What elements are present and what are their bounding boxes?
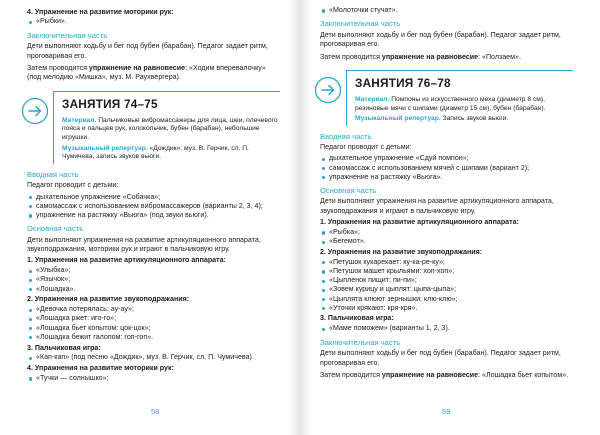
list-item: «Петушок кукарекает: ку-ка-ре-ку»;: [320, 258, 573, 267]
bullet-list: [320, 6, 573, 15]
arrow-right-icon: [314, 76, 342, 104]
list-item: «Кап-кап» (под песню «Дождик», муз. В. Герчик, сл. П. Чумичева).: [27, 353, 280, 362]
materials-label: Материал.: [62, 116, 97, 124]
section-heading: Заключительная часть: [27, 30, 108, 40]
paragraph: [27, 64, 280, 83]
paragraph-bold-term: упражнение на равновесие: [381, 370, 479, 379]
repertoire-label: Музыкальный репертуар.: [355, 115, 441, 123]
bullet-list: [27, 305, 280, 342]
lesson-materials: [355, 96, 573, 113]
paragraph-text: : «Ползаем».: [478, 52, 521, 61]
list-item: дыхательное упражнение «Сдуй помпон»;: [320, 154, 573, 163]
paragraph-text: Затем проводится: [27, 63, 89, 72]
list-item: «Лошадка».: [27, 285, 280, 294]
exercise-heading: 3. Пальчиковая игра:: [27, 343, 101, 352]
paragraph-text: : «Лошадка бьет копытом».: [478, 370, 569, 379]
paragraph: Дети выполняют ходьбу и бег под бубен (барабан). Педагог задает ритм, проговаривая его.: [320, 30, 561, 49]
paragraph-bold-term: упражнение на равновесие: [88, 63, 186, 72]
section-heading: Заключительная часть: [320, 337, 401, 347]
materials-text: Пальчиковые вибромассажеры для лица, шеи, плечевого пояса и пальцев рук, колокольчик, бубен (барабан), небольшие игрушки.: [62, 116, 278, 142]
list-item: «Маме поможем» (варианты 1, 2, 3).: [320, 324, 573, 333]
paragraph: [320, 371, 573, 380]
exercise-heading: 2. Упражнения на развитие звукоподражания:: [320, 247, 483, 256]
list-item: «Рыбка»;: [320, 228, 573, 237]
list-item: дыхательное упражнение «Собачка»;: [27, 193, 280, 202]
list-item: «Улыбка»;: [27, 266, 280, 275]
page-number: 59: [442, 407, 451, 416]
lesson-header: [27, 91, 280, 164]
repertoire-text: «Дождик», муз. В. Герчик, сл. П. Чумичева, запись звуков вьюги.: [62, 144, 249, 161]
list-item: «Тучки — солнышко»;: [27, 374, 280, 383]
section-heading: Вводная часть: [320, 131, 372, 141]
exercise-heading: 1. Упражнения на развитие артикуляционного аппарата:: [27, 256, 226, 265]
exercise-heading: 4. Упражнение на развитие моторики рук:: [27, 7, 174, 16]
exercise-heading: 2. Упражнения на развитие звукоподражания:: [27, 295, 190, 304]
list-item: самомассаж с использованием мячей с шипами (вариант 2);: [320, 164, 573, 173]
list-item: самомассаж с использованием вибромассажеров (варианты 2, 3, 4);: [27, 202, 280, 211]
paragraph: Дети выполняют ходьбу и бег под бубен (барабан). Педагог задает ритм, проговаривая его.: [27, 42, 268, 60]
section-heading: Основная часть: [320, 185, 377, 195]
paragraph: Дети выполняют ходьбу и бег под бубен (барабан). Педагог задает ритм, проговаривая его.: [320, 349, 561, 367]
paragraph-text: Затем проводится: [320, 370, 382, 379]
bullet-list: [320, 154, 573, 182]
bullet-list: [27, 374, 280, 383]
list-item: «Уточки крякают: кря-кря».: [320, 304, 573, 313]
paragraph: [320, 53, 573, 62]
list-item: «Цыплята клюют зернышки: клю-клю»;: [320, 295, 573, 304]
bullet-list: [320, 258, 573, 313]
paragraph: Педагог проводит с детьми:: [27, 181, 119, 190]
paragraph-text: : «Ходим вперевалочку» (под мелодию «Мишка», муз. М. Раухвергера).: [27, 63, 266, 82]
repertoire-label: Музыкальный репертуар.: [62, 144, 148, 152]
exercise-heading: 1. Упражнения на развитие артикуляционного аппарата:: [320, 218, 519, 227]
list-item: «Лошадка бежит галопом: гоп-гоп».: [27, 333, 280, 342]
list-item: «Девочка потерялась: ау-ау»;: [27, 305, 280, 314]
lesson-header: [320, 70, 573, 126]
bullet-list: [27, 193, 280, 221]
list-item: «Цыпленок пищит: пи-пи»;: [320, 276, 573, 285]
section-heading: Основная часть: [27, 224, 84, 234]
right-page: [300, 0, 600, 435]
arrow-right-icon: [21, 97, 49, 125]
paragraph-text: Затем проводится: [320, 52, 382, 61]
bullet-list: [27, 353, 280, 362]
list-item: «Бегемот».: [320, 237, 573, 246]
list-item: «Лошадка ржет: иго-го»;: [27, 314, 280, 323]
materials-label: Материал.: [355, 95, 390, 103]
arrow-right-icon: [314, 76, 342, 104]
paragraph: Педагог проводит с детьми:: [320, 143, 412, 152]
exercise-heading: 3. Пальчиковая игра:: [320, 314, 394, 323]
bullet-list: [27, 266, 280, 294]
list-item: упражнение на растяжку «Вьюга» (под звуки вьюги).: [27, 211, 280, 220]
materials-text: Помпоны из искусственного меха (диаметр 8 см), резиновые мячи с шипами (диаметр 15 см), бубен (барабан).: [355, 95, 546, 112]
paragraph: Дети выполняют упражнения на развитие артикуляционного аппарата, звукоподражания и играют в пальчиковую игру.: [320, 197, 554, 215]
page-number: 58: [151, 407, 160, 416]
right-page-content: [320, 6, 573, 380]
exercise-heading: 4. Упражнения на развитие моторики рук:: [27, 364, 174, 373]
list-item: «Лошадка бьет копытом: цок-цок»;: [27, 324, 280, 333]
list-item: «Язычок»;: [27, 275, 280, 284]
arrow-right-icon: [21, 97, 49, 125]
left-page-content: [27, 8, 280, 384]
list-item: упражнение на растяжку «Вьюга».: [320, 173, 573, 182]
list-item: «Рыбки».: [27, 17, 280, 26]
section-heading: Заключительная часть: [320, 19, 401, 29]
lesson-repertoire: [355, 115, 573, 124]
lesson-materials: [62, 117, 280, 143]
bullet-list: [320, 324, 573, 333]
section-heading: Вводная часть: [27, 169, 79, 179]
lesson-title: ЗАНЯТИЯ 76–78: [355, 75, 451, 90]
lesson-title: ЗАНЯТИЯ 74–75: [62, 96, 158, 111]
paragraph: Дети выполняют упражнения на развитие артикуляционного аппарата, звукоподражания, моторики рук и играют в пальчиковую игру.: [27, 235, 261, 254]
list-item: «Зовем курицу и цыплят: цыпа-цыпа»;: [320, 285, 573, 294]
list-item: «Петушок машет крыльями: хоп-хоп»;: [320, 267, 573, 276]
paragraph-bold-term: упражнение на равновесие: [381, 52, 479, 61]
lesson-repertoire: [62, 145, 280, 162]
lesson-info-box: [346, 70, 573, 126]
repertoire-text: Запись звуков вьюги.: [440, 115, 509, 123]
bullet-list: [27, 17, 280, 26]
lesson-info-box: [53, 91, 280, 164]
list-item: «Молоточки стучат».: [320, 6, 573, 15]
bullet-list: [320, 228, 573, 246]
